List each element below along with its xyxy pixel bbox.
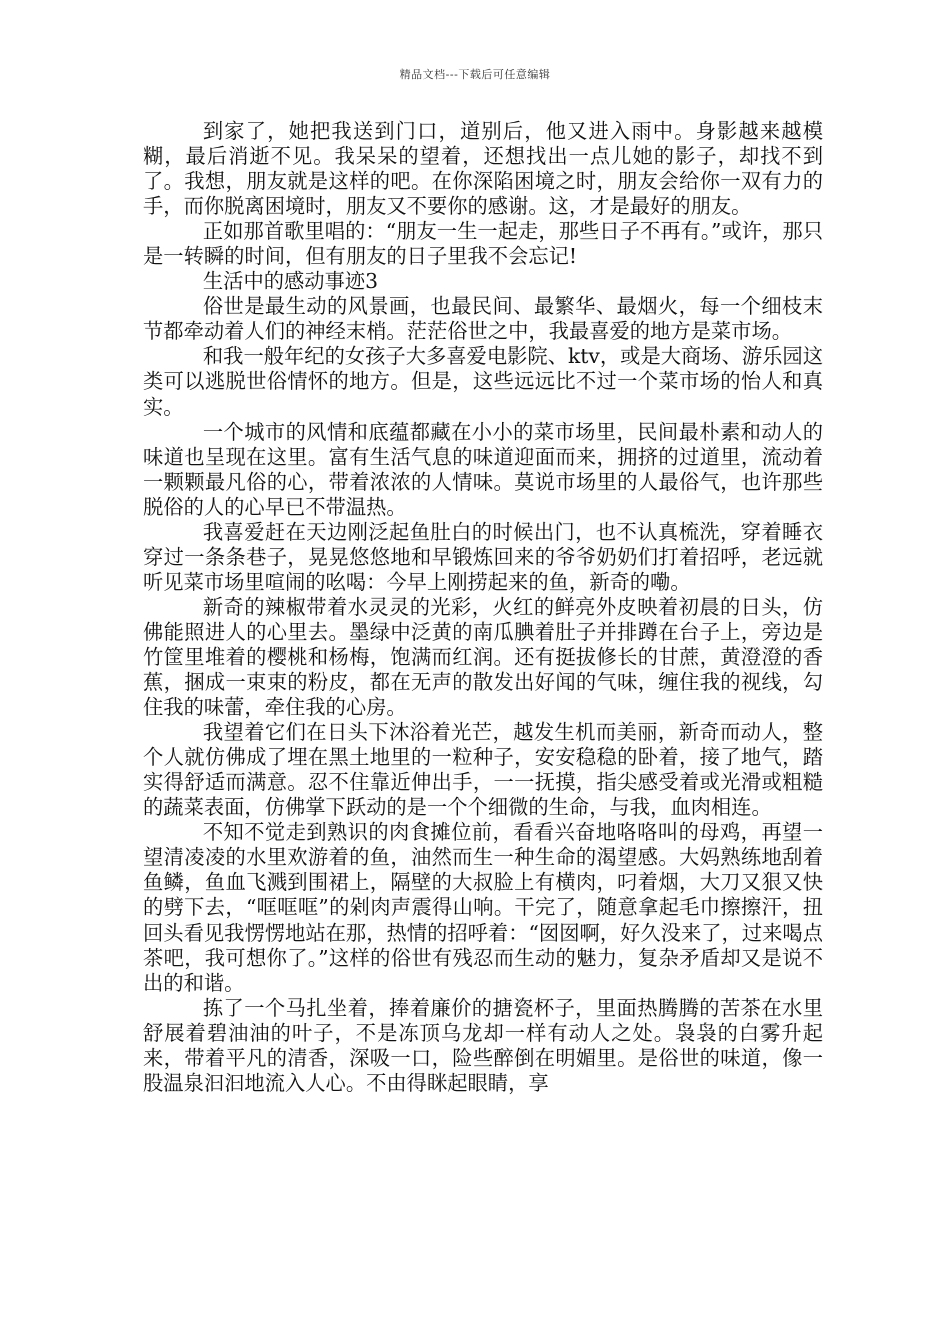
paragraph: 我望着它们在日头下沐浴着光芒，越发生机而美丽，新奇而动人，整个人就仿佛成了埋在黑土地里的一粒种子，安安稳稳的卧着，接了地气，踏实得舒适而满意。忍不住靠近伸出手，一一抚摸，指尖感受着或光滑或粗糙的蔬菜表面，仿佛掌下跃动的是一个个细微的生命，与我，血肉相连。 — [143, 720, 823, 820]
paragraph: 到家了，她把我送到门口，道别后，他又进入雨中。身影越来越模糊，最后消逝不见。我呆呆的望着，还想找出一点儿她的影子，却找不到了。我想，朋友就是这样的吧。在你深陷困境之时，朋友会给你一双有力的手，而你脱离困境时，朋友又不要你的感谢。这，才是最好的朋友。 — [143, 119, 823, 219]
paragraph: 正如那首歌里唱的：“朋友一生一起走，那些日子不再有。”或许，那只是一转瞬的时间，但有朋友的日子里我不会忘记! — [143, 219, 823, 269]
paragraph: 俗世是最生动的风景画，也最民间、最繁华、最烟火，每一个细枝末节都牵动着人们的神经末梢。茫茫俗世之中，我最喜爱的地方是菜市场。 — [143, 294, 823, 344]
paragraph: 拣了一个马扎坐着，捧着廉价的搪瓷杯子，里面热腾腾的苦茶在水里舒展着碧油油的叶子，不是冻顶乌龙却一样有动人之处。袅袅的白雾升起来，带着平凡的清香，深吸一口，险些醉倒在明媚里。是俗世的味道，像一股温泉汩汩地流入人心。不由得眯起眼睛，享 — [143, 995, 823, 1095]
paragraph: 不知不觉走到熟识的肉食摊位前，看看兴奋地咯咯叫的母鸡，再望一望清凌凌的水里欢游着的鱼，油然而生一种生命的渴望感。大妈熟练地刮着鱼鳞，鱼血飞溅到围裙上，隔壁的大叔脸上有横肉，叼着烟，大刀又狠又快的劈下去，“哐哐哐”的剁肉声震得山响。干完了，随意拿起毛巾擦擦汗，扭回头看见我愣愣地站在那，热情的招呼着：“囡囡啊，好久没来了，过来喝点茶吧，我可想你了。”这样的俗世有残忍而生动的魅力，复杂矛盾却又是说不出的和谐。 — [143, 820, 823, 995]
section-heading: 生活中的感动事迹3 — [202, 269, 379, 294]
paragraph: 一个城市的风情和底蕴都藏在小小的菜市场里，民间最朴素和动人的味道也呈现在这里。富有生活气息的味道迎面而来，拥挤的过道里，流动着一颗颗最凡俗的心，带着浓浓的人情味。莫说市场里的人最俗气，也许那些脱俗的人的心早已不带温热。 — [143, 419, 823, 519]
paragraph: 新奇的辣椒带着水灵灵的光彩，火红的鲜亮外皮映着初晨的日头，仿佛能照进人的心里去。墨绿中泛黄的南瓜腆着肚子并排蹲在台子上，旁边是竹筐里堆着的樱桃和杨梅，饱满而红润。还有挺拔修长的甘蔗，黄澄澄的香蕉，捆成一束束的粉皮，都在无声的散发出好闻的气味，缠住我的视线，勾住我的味蕾，牵住我的心房。 — [143, 594, 823, 720]
paragraph: 我喜爱赶在天边刚泛起鱼肚白的时候出门，也不认真梳洗，穿着睡衣穿过一条条巷子，晃晃悠悠地和早锻炼回来的爷爷奶奶们打着招呼，老远就听见菜市场里喧闹的吆喝：今早上刚捞起来的鱼，新奇的嘞。 — [143, 519, 823, 594]
paragraph: 和我一般年纪的女孩子大多喜爱电影院、ktv，或是大商场、游乐园这类可以逃脱世俗情怀的地方。但是，这些远远比不过一个菜市场的怡人和真实。 — [143, 344, 823, 419]
page-header: 精品文档---下载后可任意编辑 — [399, 68, 551, 81]
document-body — [143, 119, 823, 1096]
